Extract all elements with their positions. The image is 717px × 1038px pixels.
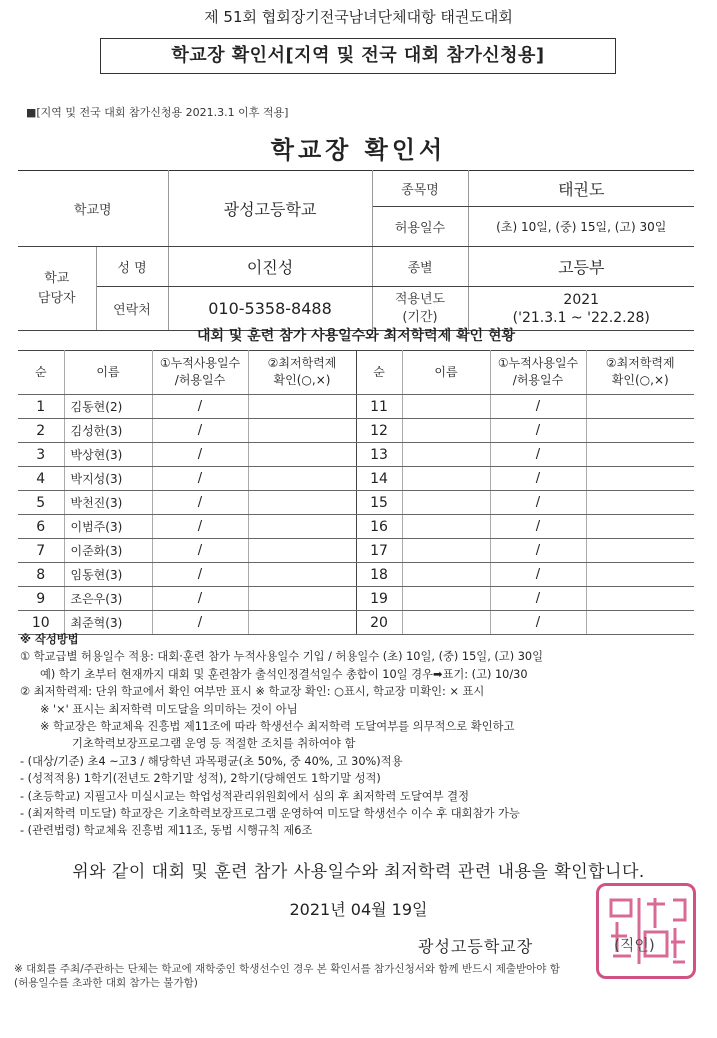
student-name: 최준혁(3) (64, 611, 152, 635)
min-achievement-cell (586, 515, 694, 539)
used-days-cell: / (152, 515, 248, 539)
used-days-cell: / (152, 443, 248, 467)
min-achievement-cell (586, 563, 694, 587)
note-x-meaning: ※ '×' 표시는 최저학력 미도달을 의미하는 것이 아님 (40, 702, 298, 716)
header-no: 순 (18, 350, 64, 395)
header-min-achievement: ②최저학력제 확인(○,×) (248, 350, 356, 395)
note-allowed-days: ① 학교급별 허용일수 적용: 대회·훈련 참가 누적사용일수 기입 / 허용일수 (초) 10일, (중) 15일, (고) 30일 (20, 650, 543, 664)
student-name (402, 443, 490, 467)
used-days-cell: / (152, 395, 248, 419)
note-related-law: - (관련법령) 학교체육 진흥법 제11조, 동법 시행규칙 제6조 (20, 824, 313, 838)
table-row (18, 419, 694, 443)
min-achievement-cell (586, 467, 694, 491)
note-principal-duty-cont: 기초학력보장프로그램 운영 등 적절한 조치를 취하여야 함 (72, 737, 356, 751)
confirmation-date: 2021년 04월 19일 (289, 900, 428, 919)
period-range: ('21.3.1 ~ '22.2.28) (512, 309, 650, 326)
used-days-cell: / (152, 563, 248, 587)
form-title: 학교장 확인서 (270, 136, 447, 164)
note-elementary: - (초등학교) 지필고사 미실시교는 학업성적관리위원회에서 심의 후 최저학력 도달여부 결정 (20, 789, 469, 803)
used-days-cell: / (490, 587, 586, 611)
school-value: 광성고등학교 (168, 171, 372, 247)
row-number: 13 (356, 443, 402, 467)
name-label: 성 명 (96, 247, 168, 287)
min-achievement-cell (586, 539, 694, 563)
manager-label: 학교 담당자 (18, 247, 96, 331)
student-name: 박지성(3) (64, 467, 152, 491)
sport-value: 태권도 (468, 171, 694, 207)
note-min-achievement: ② 최저학력제: 단위 학교에서 확인 여부만 표시 ※ 학교장 확인: ○표시, 학교장 미확인: × 표시 (20, 685, 485, 699)
used-days-cell: / (490, 443, 586, 467)
header-name: 이름 (64, 350, 152, 395)
row-number: 6 (18, 515, 64, 539)
used-days-cell: / (152, 491, 248, 515)
student-name (402, 515, 490, 539)
seal-label: (직인) (614, 936, 655, 954)
min-achievement-cell (586, 395, 694, 419)
min-achievement-cell (248, 587, 356, 611)
row-number: 4 (18, 467, 64, 491)
row-number: 12 (356, 419, 402, 443)
min-achievement-cell (248, 515, 356, 539)
min-achievement-cell (586, 419, 694, 443)
row-number: 19 (356, 587, 402, 611)
application-note: ■[지역 및 전국 대회 참가신청용 2021.3.1 이후 적용] (26, 106, 289, 119)
min-achievement-cell (586, 491, 694, 515)
used-days-cell: / (490, 419, 586, 443)
notes-heading: ※ 작성방법 (20, 633, 79, 646)
used-days-cell: / (490, 539, 586, 563)
student-name: 이준화(3) (64, 539, 152, 563)
student-name: 김동현(2) (64, 395, 152, 419)
used-days-cell: / (152, 419, 248, 443)
min-achievement-cell (586, 587, 694, 611)
header-used-days: ①누적사용일수 /허용일수 (490, 350, 586, 395)
student-name (402, 395, 490, 419)
school-label: 학교명 (18, 171, 168, 247)
table-row (18, 587, 694, 611)
min-achievement-cell (248, 539, 356, 563)
min-achievement-cell (248, 419, 356, 443)
footnote (14, 962, 694, 990)
note-target: - (대상/기준) 초4 ~고3 / 해당학년 과목평균(초 50%, 중 40%, 고 30%)적용 (20, 754, 403, 768)
table-row (18, 515, 694, 539)
allowed-days-value: (초) 10일, (중) 15일, (고) 30일 (468, 207, 694, 247)
row-number: 3 (18, 443, 64, 467)
student-name: 이범주(3) (64, 515, 152, 539)
student-name: 김성한(3) (64, 419, 152, 443)
name-value: 이진성 (168, 247, 372, 287)
document-title: 학교장 확인서[지역 및 전국 대회 참가신청용] (100, 38, 616, 74)
header-name: 이름 (402, 350, 490, 395)
student-name: 조은우(3) (64, 587, 152, 611)
student-name: 임동현(3) (64, 563, 152, 587)
note-grade-period: - (성적적용) 1학기(전년도 2학기말 성적), 2학기(당해연도 1학기말 성적) (20, 772, 381, 786)
table-row (18, 395, 694, 419)
student-name (402, 563, 490, 587)
min-achievement-cell (248, 395, 356, 419)
student-name: 박천진(3) (64, 491, 152, 515)
student-name: 박상현(3) (64, 443, 152, 467)
header-used-days: ①누적사용일수 /허용일수 (152, 350, 248, 395)
used-days-cell: / (490, 467, 586, 491)
row-number: 18 (356, 563, 402, 587)
note-principal-duty: ※ 학교장은 학교체육 진흥법 제11조에 따라 학생선수 최저학력 도달여부를 의무적으로 확인하고 (40, 720, 515, 734)
used-days-cell: / (490, 611, 586, 635)
student-name (402, 419, 490, 443)
row-number: 14 (356, 467, 402, 491)
category-value: 고등부 (468, 247, 694, 287)
used-days-cell: / (152, 587, 248, 611)
table-row (18, 491, 694, 515)
row-number: 17 (356, 539, 402, 563)
row-number: 2 (18, 419, 64, 443)
used-days-cell: / (490, 491, 586, 515)
row-number: 9 (18, 587, 64, 611)
student-name (402, 467, 490, 491)
row-number: 16 (356, 515, 402, 539)
footnote-line-1: ※ 대회를 주최/주관하는 단체는 학교에 재학중인 학생선수인 경우 본 확인서를 참가신청서와 함께 반드시 제출받아야 함 (14, 963, 560, 975)
contact-value: 010-5358-8488 (168, 287, 372, 331)
student-name (402, 539, 490, 563)
table-row (18, 539, 694, 563)
event-title: 제 51회 협회장기전국남녀단체대항 태권도대회 (204, 8, 513, 26)
signer-name: 광성고등학교장 (418, 937, 534, 956)
table-row (18, 443, 694, 467)
contact-label: 연락처 (96, 287, 168, 331)
note-not-reached: - (최저학력 미도달) 학교장은 기초학력보장프로그램 운영하여 미도달 학생선수 이수 후 대회참가 가능 (20, 807, 520, 821)
used-days-cell: / (152, 467, 248, 491)
row-number: 1 (18, 395, 64, 419)
used-days-cell: / (152, 539, 248, 563)
min-achievement-cell (248, 467, 356, 491)
row-number: 10 (18, 611, 64, 635)
student-name (402, 491, 490, 515)
period-year: 2021 (563, 291, 600, 308)
writing-instructions (20, 631, 700, 840)
sport-label: 종목명 (372, 171, 468, 207)
used-days-cell: / (490, 515, 586, 539)
confirmation-statement: 위와 같이 대회 및 훈련 참가 사용일수와 최저학력 관련 내용을 확인합니다. (72, 862, 645, 882)
header-min-achievement: ②최저학력제 확인(○,×) (586, 350, 694, 395)
attendance-table (18, 350, 694, 635)
row-number: 8 (18, 563, 64, 587)
used-days-cell: / (490, 563, 586, 587)
row-number: 11 (356, 395, 402, 419)
allowed-days-label: 허용일수 (372, 207, 468, 247)
used-days-cell: / (490, 395, 586, 419)
school-info-table (18, 170, 694, 331)
row-number: 5 (18, 491, 64, 515)
table-row (18, 563, 694, 587)
min-achievement-cell (586, 443, 694, 467)
category-label: 종별 (372, 247, 468, 287)
student-name (402, 587, 490, 611)
footnote-line-2: (허용일수를 초과한 대회 참가는 불가함) (14, 977, 198, 989)
min-achievement-cell (248, 443, 356, 467)
table-row (18, 467, 694, 491)
row-number: 15 (356, 491, 402, 515)
min-achievement-cell (248, 491, 356, 515)
min-achievement-cell (248, 563, 356, 587)
row-number: 20 (356, 611, 402, 635)
attendance-section-title: 대회 및 훈련 참가 사용일수와 최저학력제 확인 현황 (18, 322, 694, 351)
note-allowed-days-example: 예) 학기 초부터 현재까지 대회 및 훈련참가 출석인정결석일수 총합이 10일 경우➡표기: (고) 10/30 (40, 667, 528, 681)
header-no: 순 (356, 350, 402, 395)
period-label: 적용년도 (기간) (372, 287, 468, 331)
used-days-cell: / (152, 611, 248, 635)
row-number: 7 (18, 539, 64, 563)
